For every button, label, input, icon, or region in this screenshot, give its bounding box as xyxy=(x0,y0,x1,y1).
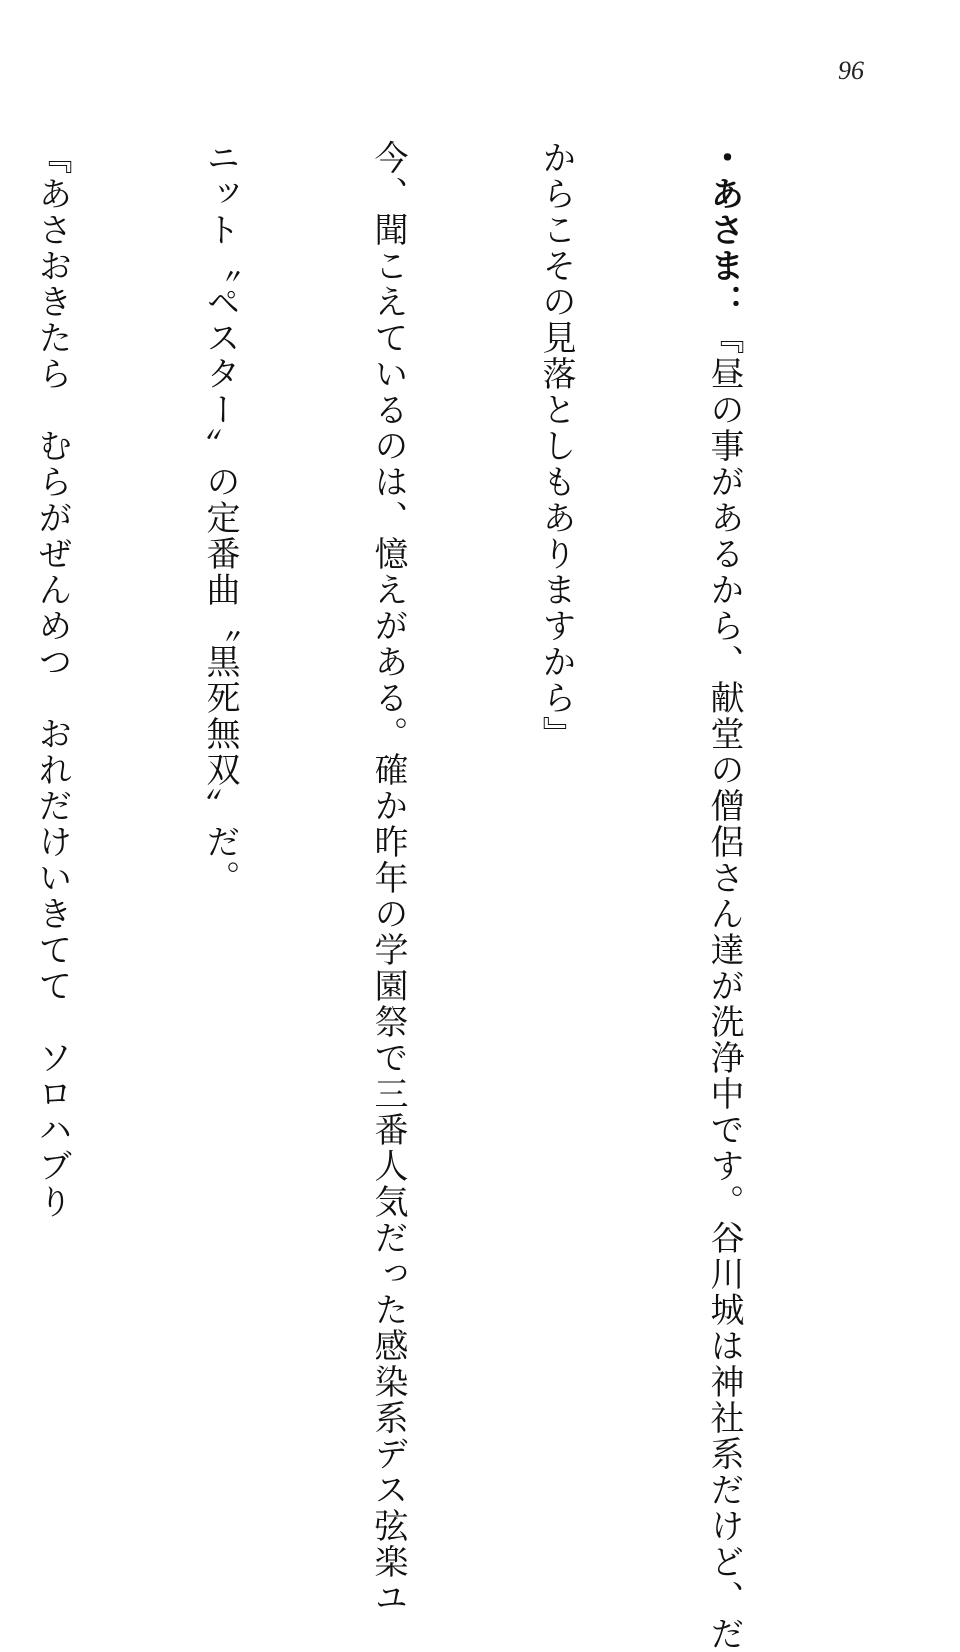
vertical-text-body xyxy=(32,140,864,1652)
text-line: ニット〝ペスター〟の定番曲〝黒死無双〟だ。 xyxy=(200,140,240,896)
text-line xyxy=(696,140,752,1652)
page-number: 96 xyxy=(838,56,864,85)
text-line: 『あさおきたら むらがぜんめつ おれだけいきてて ソロハブり xyxy=(32,140,72,1220)
speaker-label: ・あさま： xyxy=(704,140,744,320)
text-line: からこその見落としもありますから』 xyxy=(536,140,576,752)
text-line: 今、聞こえているのは、憶えがある。確か昨年の学園祭で三番人気だった感染系デス弦楽ユ xyxy=(368,140,408,1616)
text-line-content: 『昼の事があるから、献堂の僧侶さん達が洗浄中です。谷川城は神社系だけど、だ xyxy=(704,320,744,1652)
